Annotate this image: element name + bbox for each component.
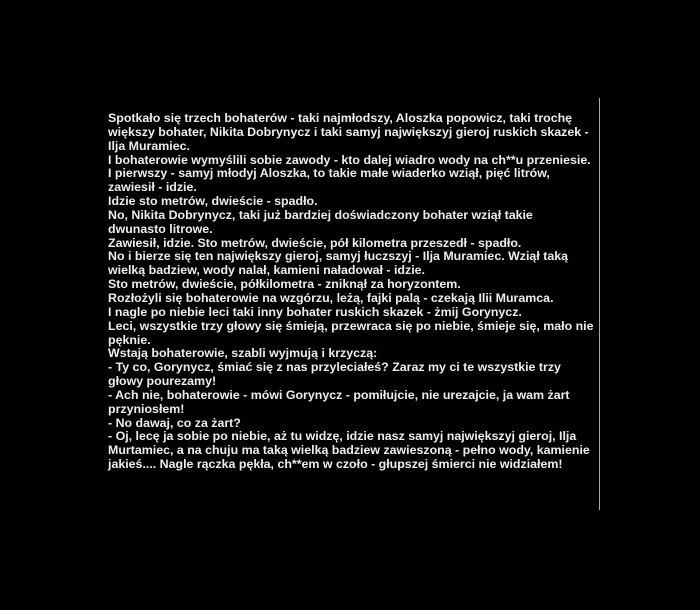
story-line: Murtamiec, a na chuju ma taką wielką badziew zawieszoną - pełno wody, kamienie <box>108 443 590 458</box>
story-line: - Oj, lecę ja sobie po niebie, aż tu widzę, idzie nasz samyj największyj gieroj, Ilja <box>108 429 577 444</box>
story-line: jakieś.... Nagle rączka pękła, ch**em w czoło - głupszej śmierci nie widziałem! <box>108 457 563 472</box>
story-line: przyniosłem! <box>108 401 185 416</box>
story-line: Sto metrów, dwieście, półkilometra - zniknął za horyzontem. <box>108 277 461 292</box>
story-line: Ilja Muramiec. <box>108 138 190 153</box>
story-line: I bohaterowie wymyślili sobie zawody - kto dalej wiadro wody na ch**u przeniesie. <box>108 152 591 167</box>
story-line: - No dawaj, co za żart? <box>108 415 241 430</box>
story-line: - Ach nie, bohaterowie - mówi Gorynycz - pomiłujcie, nie urezajcie, ja wam żart <box>108 387 570 402</box>
story-line: Idzie sto metrów, dwieście - spadło. <box>108 194 318 209</box>
story-line: Leci, wszystkie trzy głowy się śmieją, przewraca się po niebie, śmieje się, mało nie <box>108 318 594 333</box>
story-line: pęknie. <box>108 332 151 347</box>
story-line: I nagle po niebie leci taki inny bohater ruskich skazek - żmij Gorynycz. <box>108 304 522 319</box>
story-line: dwunasto litrowe. <box>108 221 213 236</box>
story-text-block <box>108 112 608 472</box>
story-line: Rozłożyli się bohaterowie na wzgórzu, leżą, fajki palą - czekają Ilii Muramca. <box>108 290 554 305</box>
vertical-divider-line <box>599 98 600 510</box>
story-line: głowy pourezamy! <box>108 374 217 389</box>
story-line: zawiesił - idzie. <box>108 180 197 195</box>
story-line: No, Nikita Dobrynycz, taki już bardziej doświadczony bohater wziął takie <box>108 207 533 222</box>
story-line: większy bohater, Nikita Dobrynycz i taki samyj największyj gieroj ruskich skazek - <box>108 124 589 139</box>
story-line: No i bierze się ten największy gieroj, samyj łuczszyj - Ilja Muramiec. Wziął taką <box>108 249 569 264</box>
story-line: Wstają bohaterowie, szabli wyjmują i krzyczą: <box>108 346 378 361</box>
story-line: Spotkało się trzech bohaterów - taki najmłodszy, Aloszka popowicz, taki trochę <box>108 111 573 125</box>
story-line: I pierwszy - samyj młodyj Aloszka, to takie małe wiaderko wziął, pięć litrów, <box>108 166 550 181</box>
story-line: - Ty co, Gorynycz, śmiać się z nas przyleciałeś? Zaraz my ci te wszystkie trzy <box>108 360 561 375</box>
story-line: wielką badziew, wody nalał, kamieni naładował - idzie. <box>108 263 425 278</box>
story-line: Zawiesił, idzie. Sto metrów, dwieście, pół kilometra przeszedł - spadło. <box>108 235 522 250</box>
